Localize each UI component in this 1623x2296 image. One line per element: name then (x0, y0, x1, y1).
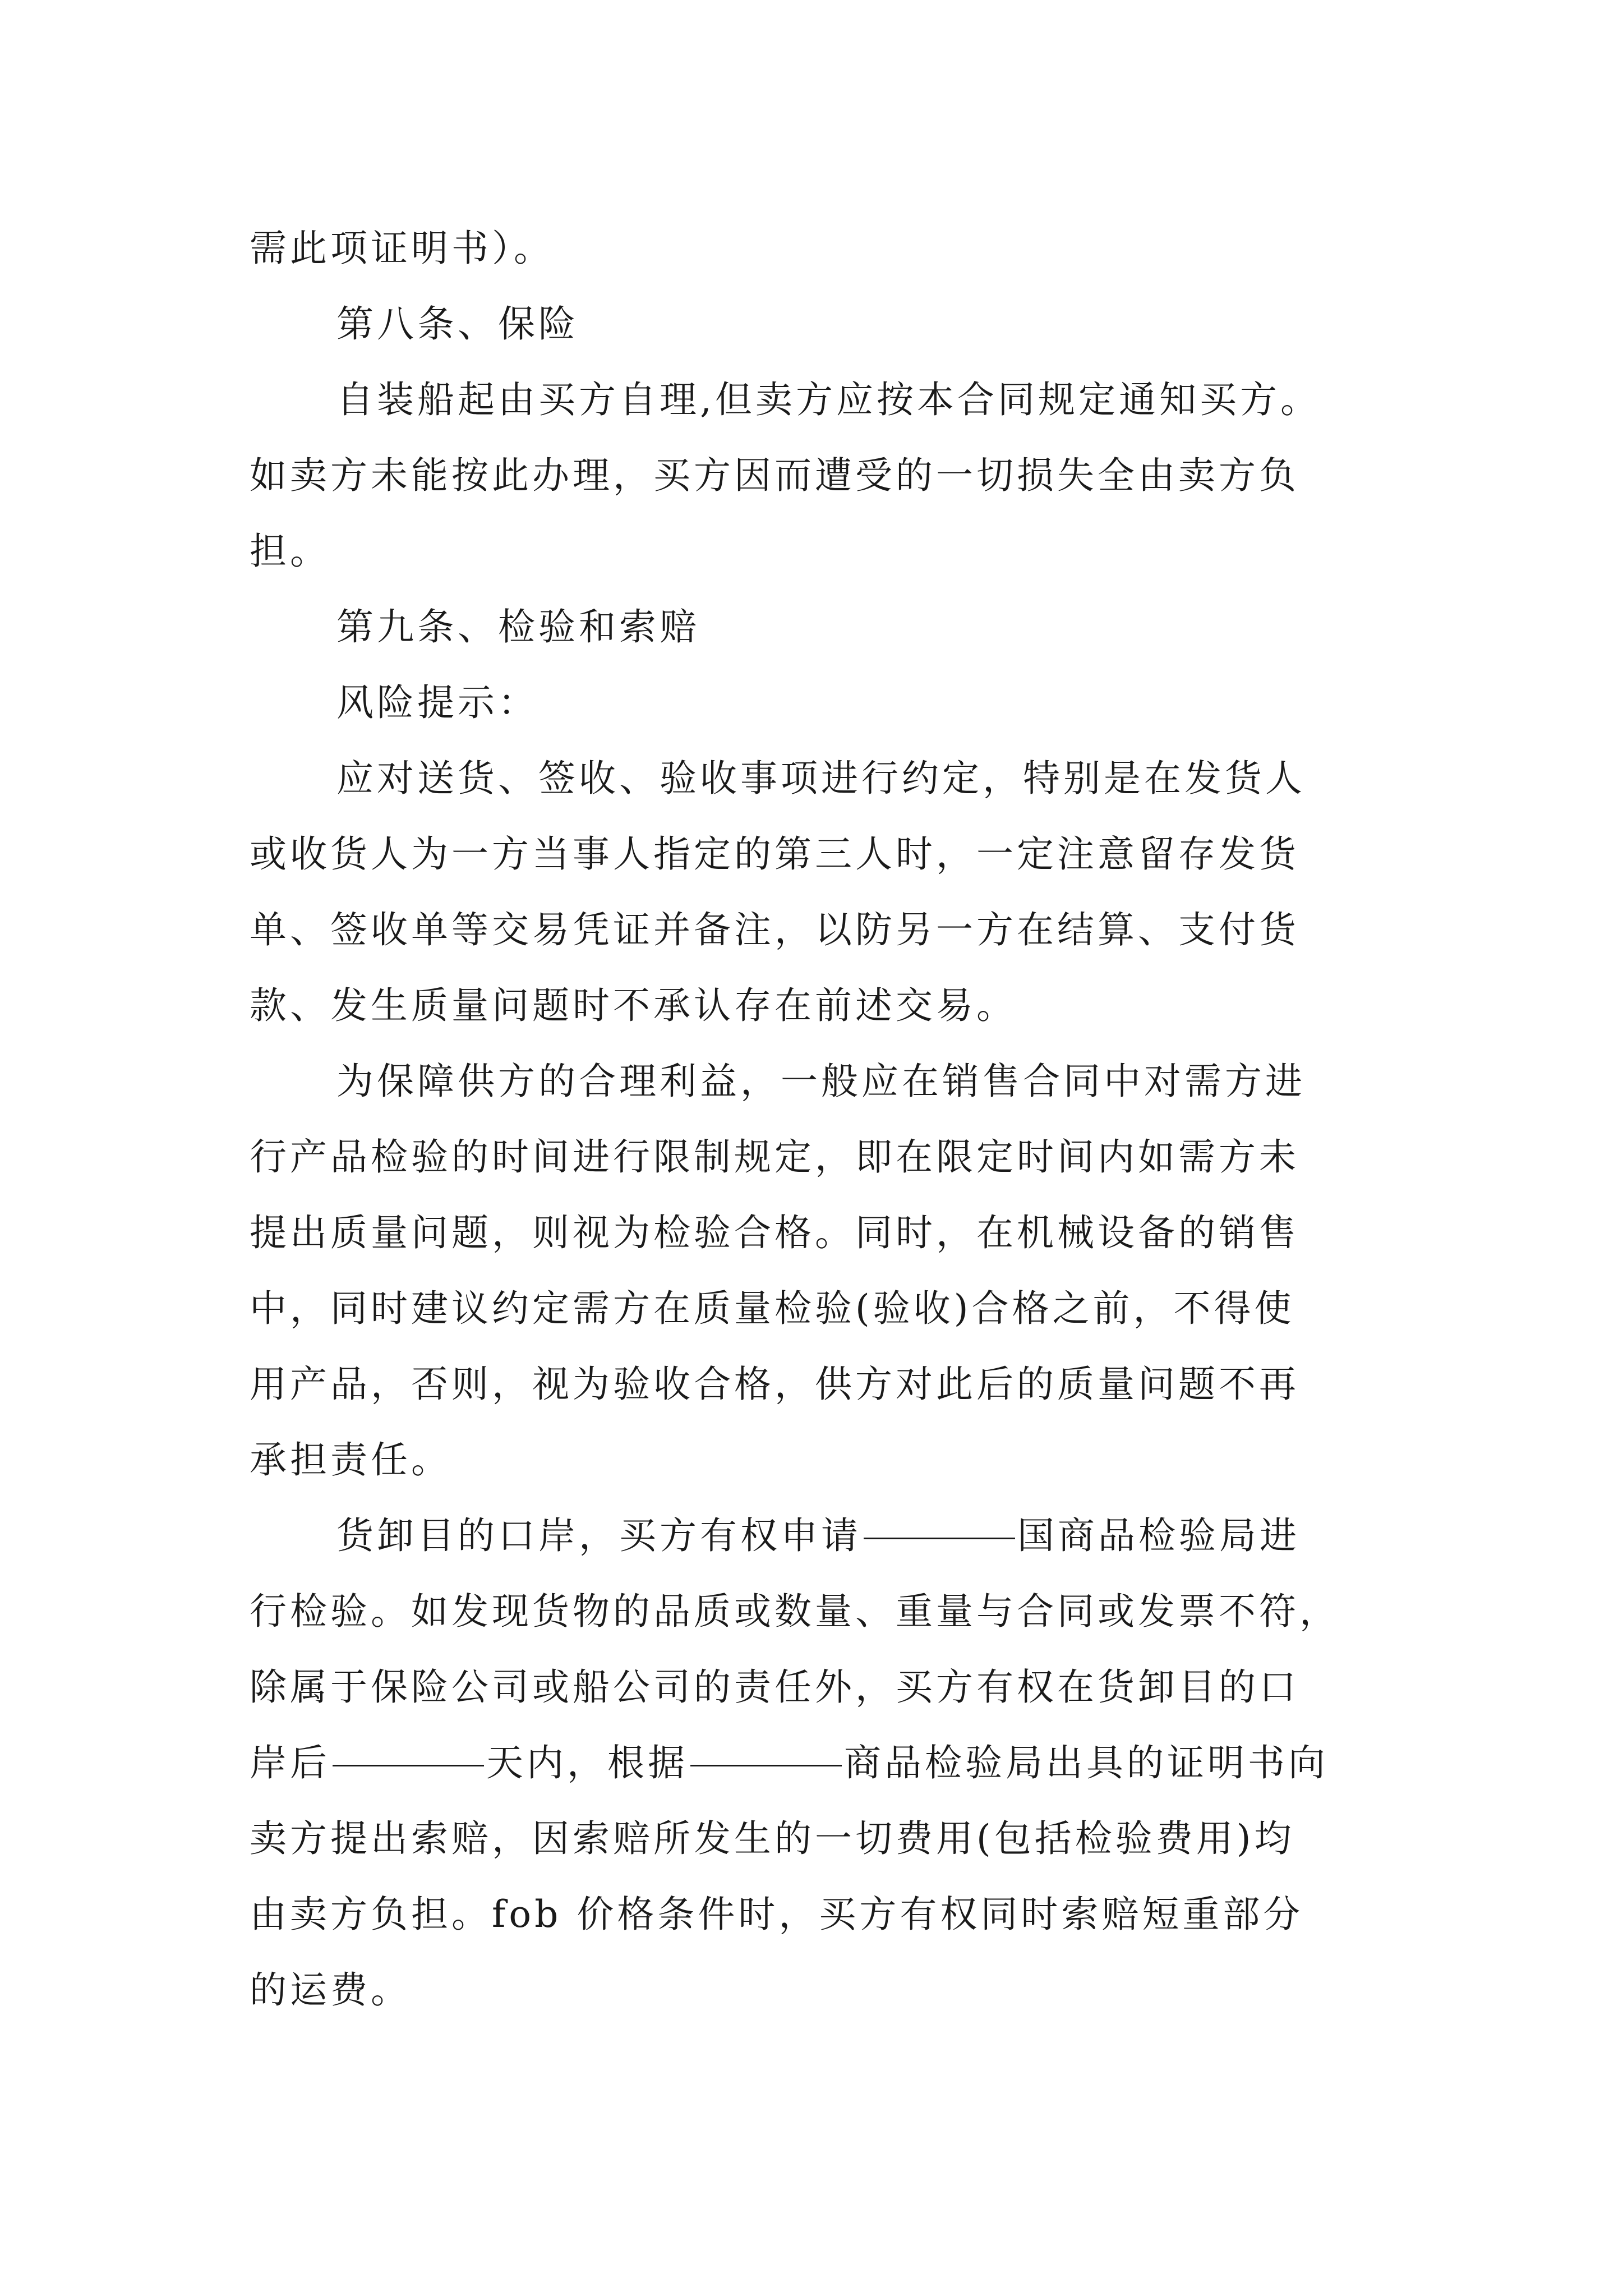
risk-notice-heading: 风险提示： (336, 681, 538, 724)
text-line: 由卖方负担。fob 价格条件时，买方有权同时索赔短重部分 (250, 1893, 1304, 1936)
fill-in-blank (864, 1537, 1015, 1539)
text-line: 为保障供方的合理利益，一般应在销售合同中对需方进 (336, 1060, 1306, 1103)
text-line: 提出质量问题，则视为检验合格。同时，在机械设备的销售 (250, 1211, 1299, 1254)
text-line: 卖方提出索赔，因索赔所发生的一切费用(包括检验费用)均 (250, 1817, 1295, 1860)
section-heading-inspection: 第九条、检验和索赔 (336, 605, 700, 648)
text-line: 中，同时建议约定需方在质量检验(验收)合格之前，不得使 (250, 1287, 1295, 1330)
text-segment: 货卸目的口岸，买方有权申请 (336, 1514, 861, 1557)
text-line: 行检验。如发现货物的品质或数量、重量与合同或发票不符， (250, 1590, 1340, 1633)
text-line: 款、发生质量问题时不承认存在前述交易。 (250, 984, 1017, 1027)
text-line: 如卖方未能按此办理，买方因而遭受的一切损失全由卖方负 (250, 454, 1299, 497)
text-line: 除属于保险公司或船公司的责任外，买方有权在货卸目的口 (250, 1665, 1299, 1709)
text-line: 单、签收单等交易凭证并备注，以防另一方在结算、支付货 (250, 908, 1299, 951)
text-line: 行产品检验的时间进行限制规定，即在限定时间内如需方未 (250, 1135, 1299, 1179)
fill-in-blank (690, 1764, 842, 1766)
section-heading-insurance: 第八条、保险 (336, 302, 579, 346)
text-line: 自装船起由买方自理,但卖方应按本合同规定通知买方。 (336, 378, 1321, 421)
text-segment: 国商品检验局进 (1017, 1514, 1300, 1557)
text-segment: 岸后 (250, 1741, 330, 1784)
text-line: 担。 (250, 530, 330, 573)
text-line-with-blanks (250, 1725, 1405, 1801)
text-line: 承担责任。 (250, 1438, 451, 1481)
text-line: 用产品，否则，视为验收合格，供方对此后的质量问题不再 (250, 1363, 1299, 1406)
text-line: 应对送货、签收、验收事项进行约定，特别是在发货人 (336, 757, 1306, 800)
text-line-with-blank (250, 1498, 1405, 1573)
text-segment: 商品检验局出具的证明书向 (844, 1741, 1329, 1784)
text-line: 需此项证明书）。 (250, 227, 554, 270)
text-segment: 天内，根据 (486, 1741, 688, 1784)
fill-in-blank (333, 1764, 484, 1766)
text-line: 或收货人为一方当事人指定的第三人时，一定注意留存发货 (250, 832, 1299, 876)
document-body (250, 210, 1405, 2028)
text-line: 的运费。 (250, 1968, 411, 2012)
